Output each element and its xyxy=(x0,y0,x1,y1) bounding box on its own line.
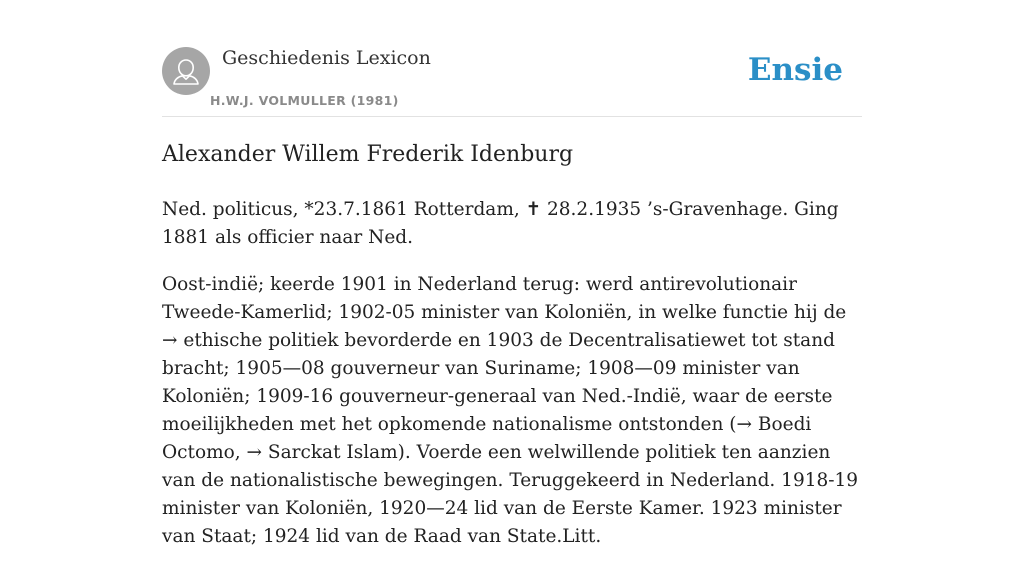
user-icon xyxy=(162,47,210,95)
entry-paragraph: Ned. politicus, *23.7.1861 Rotterdam, ✝ 28.2.1935 ’s-Gravenhage. Ging 1881 als officier naar Ned. xyxy=(162,199,839,248)
entry-paragraph: Oost-indië; keerde 1901 in Nederland terug: werd antirevolutionair Tweede-Kamerlid; 1902-05 minister van Koloniën, in welke functie hij de → ethische politiek bevorderde en 1903 de Decentralisatiewet tot stand bracht; 1905—08 gouverneur van Suriname; 1908—09 minister van Koloniën; 1909-16 gouverneur-generaal van Ned.-Indië, waar de eerste moeilijkheden met het opkomende nationalisme ontstonden (→ Boedi Octomo, → Sarckat Islam). Voerde een welwillende politiek ten aanzien van de nationalistische bewegingen. Teruggekeerd in Nederland. 1918-19 minister van Koloniën, 1920—24 lid van de Eerste Kamer. 1923 minister van Staat; 1924 lid van de Raad van State.Litt. xyxy=(162,274,859,547)
entry-title: Alexander Willem Frederik Idenburg xyxy=(162,142,574,167)
brand-logo[interactable]: Ensie xyxy=(747,52,843,88)
avatar[interactable] xyxy=(162,47,210,95)
entry-content xyxy=(162,138,862,570)
book-title[interactable]: Geschiedenis Lexicon xyxy=(222,47,431,69)
page-header xyxy=(162,46,862,117)
author-name[interactable]: H.W.J. VOLMULLER (1981) xyxy=(210,93,399,108)
